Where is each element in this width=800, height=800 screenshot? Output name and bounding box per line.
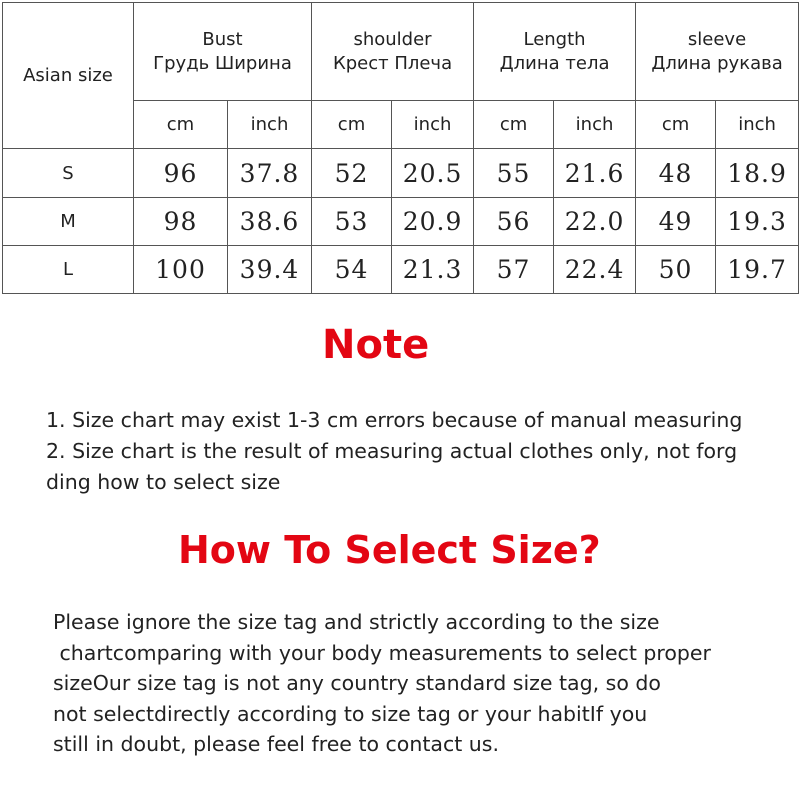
shoulder-header <box>312 3 474 101</box>
unit-cell: cm <box>312 101 392 149</box>
bust-header-en: Bust <box>202 28 243 50</box>
unit-cell: inch <box>392 101 474 149</box>
unit-cell: cm <box>474 101 554 149</box>
table-row <box>3 197 799 245</box>
table-cell: 56 <box>474 197 554 245</box>
table-cell: 20.5 <box>392 149 474 197</box>
paragraph-line: Please ignore the size tag and strictly according to the size <box>53 610 660 634</box>
size-label: L <box>3 245 134 293</box>
size-chart-table <box>2 2 799 294</box>
table-cell: 96 <box>134 149 228 197</box>
size-label: S <box>3 149 134 197</box>
table-cell: 19.3 <box>716 197 799 245</box>
length-header-en: Length <box>523 28 586 50</box>
table-cell: 21.3 <box>392 245 474 293</box>
table-cell: 21.6 <box>554 149 636 197</box>
paragraph-line: not selectdirectly according to size tag or your habitIf you <box>53 701 648 726</box>
bust-header-ru: Грудь Ширина <box>153 52 292 74</box>
note-list <box>46 405 798 498</box>
table-cell: 52 <box>312 149 392 197</box>
how-to-select-paragraph <box>53 607 793 760</box>
paragraph-line: chartcomparing with your body measurements to select proper <box>53 640 711 665</box>
table-cell: 38.6 <box>228 197 312 245</box>
sleeve-header <box>636 3 799 101</box>
table-cell: 39.4 <box>228 245 312 293</box>
unit-cell: cm <box>636 101 716 149</box>
table-row <box>3 149 799 197</box>
table-cell: 49 <box>636 197 716 245</box>
unit-cell: cm <box>134 101 228 149</box>
table-row <box>3 245 799 293</box>
length-header-ru: Длина тела <box>499 52 610 74</box>
unit-cell: inch <box>554 101 636 149</box>
shoulder-header-ru: Крест Плеча <box>332 52 453 74</box>
sleeve-header-ru: Длина рукава <box>651 52 783 74</box>
unit-cell: inch <box>716 101 799 149</box>
table-cell: 22.0 <box>554 197 636 245</box>
table-cell: 18.9 <box>716 149 799 197</box>
table-cell: 100 <box>134 245 228 293</box>
table-cell: 37.8 <box>228 149 312 197</box>
how-to-select-title: How To Select Size? <box>178 528 601 572</box>
table-cell: 98 <box>134 197 228 245</box>
shoulder-header-en: shoulder <box>353 28 432 50</box>
length-header <box>474 3 636 101</box>
paragraph-line: still in doubt, please feel free to contact us. <box>53 732 499 756</box>
size-label: M <box>3 197 134 245</box>
table-cell: 20.9 <box>392 197 474 245</box>
asian-size-header: Asian size <box>3 3 134 149</box>
table-cell: 50 <box>636 245 716 293</box>
table-cell: 53 <box>312 197 392 245</box>
sleeve-header-en: sleeve <box>687 28 747 50</box>
bust-header <box>134 3 312 101</box>
paragraph-line: sizeOur size tag is not any country standard size tag, so do <box>53 671 661 695</box>
table-header-row <box>3 3 799 101</box>
table-cell: 55 <box>474 149 554 197</box>
table-cell: 19.7 <box>716 245 799 293</box>
note-line: ding how to select size <box>46 470 281 494</box>
table-cell: 54 <box>312 245 392 293</box>
table-cell: 22.4 <box>554 245 636 293</box>
table-cell: 57 <box>474 245 554 293</box>
note-title: Note <box>322 322 430 368</box>
note-line: 2. Size chart is the result of measuring actual clothes only, not forg <box>46 439 738 463</box>
table-cell: 48 <box>636 149 716 197</box>
note-line: 1. Size chart may exist 1-3 cm errors because of manual measuring <box>46 408 743 432</box>
unit-cell: inch <box>228 101 312 149</box>
